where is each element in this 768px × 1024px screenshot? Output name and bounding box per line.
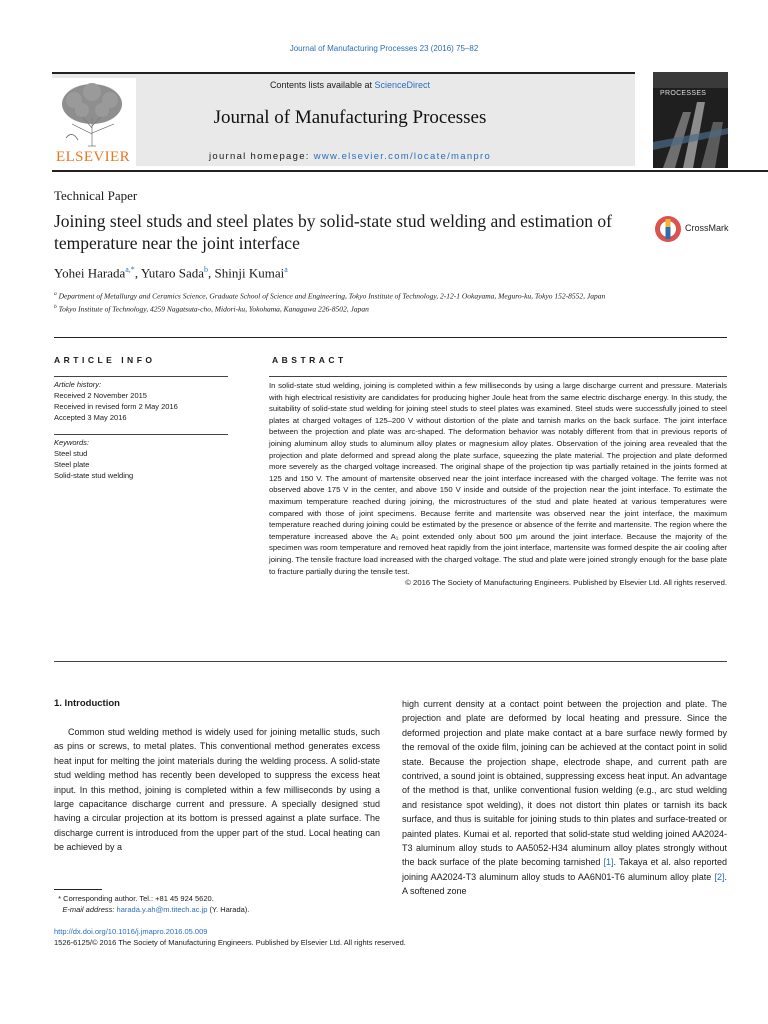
journal-reference[interactable]: Journal of Manufacturing Processes 23 (2016) 75–82: [289, 44, 479, 53]
footnote-rule: [54, 889, 102, 890]
citation-link[interactable]: [2]: [714, 871, 725, 882]
homepage-prefix: journal homepage:: [208, 151, 310, 162]
doi-link[interactable]: http://dx.doi.org/10.1016/j.jmapro.2016.05.009: [54, 927, 208, 936]
journal-cover-thumbnail[interactable]: [653, 72, 728, 168]
homepage-link[interactable]: www.elsevier.com/locate/manpro: [313, 151, 492, 162]
abstract-rule: [269, 376, 727, 377]
accepted-date: Accepted 3 May 2016: [54, 413, 127, 422]
article-title: Joining steel studs and steel plates by solid-state stud welding and estimation of temperature near the joint interface: [54, 211, 612, 253]
author-name: Yutaro Sada: [140, 265, 205, 281]
keywords-rule: [54, 434, 228, 435]
elsevier-logo: [52, 78, 136, 166]
paragraph: . Takaya et al. also reported joining AA2024-T3 aluminum alloy studs to AA6N01-T6 aluminum alloy plate: [402, 857, 727, 882]
author-affiliation-marker[interactable]: b: [204, 265, 209, 274]
cover-title: PROCESSES: [660, 90, 707, 97]
author-name: Yohei Harada: [54, 265, 126, 281]
article-info-rule: [54, 376, 228, 377]
revised-date: Received in revised form 2 May 2016: [54, 402, 178, 411]
abstract-body: [269, 380, 727, 589]
body-column-left: [54, 725, 380, 855]
paragraph: Common stud welding method is widely used for joining metallic studs, such as pins or screws, to metal plates. This conventional method generates excess heat input for melting the joint materials during the welding process. A solid-state stud welding method has recently been developed to suppress the excess heat input. In this method, joining is completed within a few milliseconds by using a large capacitance discharge current and pressure. A specially designed stud having a circular projection at its bottom is pressed against a plate surface. The discharge current is introduced from the upper part of the stud. Local heating can be achieved by a: [54, 727, 380, 853]
crossmark-badge[interactable]: [653, 214, 733, 244]
contents-prefix: Contents lists available at: [269, 80, 372, 90]
corresponding-text: Corresponding author. Tel.: +81 45 924 5620.: [63, 894, 214, 903]
affiliations: [54, 289, 654, 314]
corresponding-author: * Corresponding author. Tel.: +81 45 924 5620.: [54, 894, 214, 903]
header-rule-bottom: [52, 170, 768, 172]
elsevier-wordmark: ELSEVIER: [56, 149, 131, 165]
email-link[interactable]: harada.y.ah@m.titech.ac.jp: [116, 905, 208, 914]
cover-art-icon: [653, 72, 728, 168]
keyword-item: Steel stud: [54, 449, 88, 458]
body-column-right: [402, 697, 727, 899]
affiliation-marker: b: [54, 303, 57, 310]
paragraph: . A softened zone: [402, 871, 727, 897]
author-list: Yohei Harada$^{a,*}$, Yutaro Sada$^b$, Shinji Kumai$^a$: [54, 265, 288, 281]
history-label: Article history:: [54, 380, 102, 389]
elsevier-tree-icon: [52, 78, 136, 148]
section-heading-introduction: 1. Introduction: [54, 698, 120, 709]
keywords-label: Keywords:: [54, 438, 90, 447]
crossmark-label: CrossMark: [685, 223, 729, 233]
email-suffix: (Y. Harada).: [209, 905, 250, 914]
affiliation-text: Department of Metallurgy and Ceramics Science, Graduate School of Science and Engineering, Tokyo Institute of Technology, 2-12-1 Ookayama, Meguro-ku, Tokyo 152-8552, Japan: [58, 291, 606, 301]
crossmark-icon: [653, 214, 683, 244]
abstract-copyright: © 2016 The Society of Manufacturing Engineers. Published by Elsevier Ltd. All rights reserved.: [405, 578, 727, 588]
article-history: [54, 379, 229, 423]
email-line: [54, 904, 384, 915]
journal-title: Journal of Manufacturing Processes: [213, 107, 487, 128]
abstract-bottom-rule: [54, 661, 727, 662]
author-affiliation-marker[interactable]: a,*: [125, 265, 135, 274]
paragraph: high current density at a contact point between the projection and plate. The projection and plate are deformed by local heating and pressure. Since the deformed projection and plate make contact at a bare surface newly formed by the removal of the oxide film, joining can be achieved at the contact point in solid state. Because the projection shape, electrode shape, and current path are contrived, a sound joint is obtained, suppressing excess heat input. An advantage of the method is that, unlike conventional fusion welding (e.g., arc stud welding and resistance spot welding), it does not distort thin plates or tarnish its back surface, and thus is suitable for joining studs to thin plates and surface-treated or painted plates. Kumai et al. reported that solid-state stud welding joined AA2024-T3 aluminum alloy studs to AA5052-H34 aluminum alloy plates strongly without the back surface of the plate becoming tarnished: [402, 699, 727, 868]
received-date: Received 2 November 2015: [54, 391, 147, 400]
affiliation-item: [54, 289, 654, 302]
keyword-item: Solid-state stud welding: [54, 471, 134, 480]
affiliation-text: Tokyo Institute of Technology, 4259 Nagatsuta-cho, Midori-ku, Yokohama, Kanagawa 226-8502, Japan: [58, 304, 369, 313]
citation-link[interactable]: [1]: [603, 857, 614, 868]
footnote: [54, 893, 384, 915]
abstract-text: In solid-state stud welding, joining is completed within a few milliseconds by using a large discharge current and pressure. Materials with high electrical resistivity are candidates for producing higher Joule heat from the same electric discharge energy. In this study, the suitability of solid-state stud welding for joining steel studs to steel plates was examined. Steel studs were successfully joined to steel plates at charged voltages of 125–200 V without distortion of the plate and tarnish marks on the back surface. The joint interface between the projection and plate was arc-shaped. The deformation behavior was notably different from that in previous reports of joining aluminum alloy studs to aluminum alloy plates or magnesium alloy plates. Observation of the joining area revealed that the projection and plate deformed and spread along the plate surface, squeezing the plate material. The projection and plate deformed more severely as the charged voltage increased. The original shape of the projection tip was partially retained in the joints formed at 125 and 150 V. The amount of martensite observed near the joint interface increased with the charged voltage. The ferrite was not observed above 175 V in the center, and above 150 V inside and outside of the projection near the joint interface. To estimate the maximum temperature reached during joining, the microstructures of the stud and plate heated at various temperatures were compared with those of joint specimens. Because ferrite and martensite was observed near the joint interface, the maximum temperature reached during joining could be estimated by the presence or absence of the ferrite and martensite. The region where the temperature increased above the A₁ point extended only about 500 μm around the joint interface. Because the majority of the specimen was room temperature and removed heat rapidly from the joint interface, martensite was formed despite the air cooling after joining. The tensile fracture load increased with the charged voltage. The stud and plate were joined strongly enough for the base plate to fracture partially during the tensile test.: [269, 381, 727, 576]
journal-homepage: [140, 151, 560, 162]
affiliation-item: [54, 302, 654, 315]
issn-copyright: 1526-6125/© 2016 The Society of Manufacturing Engineers. Published by Elsevier Ltd. All rights reserved.: [54, 938, 406, 947]
contents-line: [140, 80, 560, 90]
article-type: Technical Paper: [54, 188, 138, 203]
affiliation-marker: a: [54, 291, 57, 297]
email-label: E-mail address:: [62, 905, 115, 914]
abstract-heading: ABSTRACT: [272, 355, 347, 365]
sciencedirect-link[interactable]: ScienceDirect: [374, 80, 431, 90]
article-info-heading: ARTICLE INFO: [54, 355, 156, 365]
author-name: Shinji Kumai: [214, 265, 285, 281]
keyword-item: Steel plate: [54, 460, 90, 469]
title-rule: [54, 337, 727, 338]
keywords: [54, 437, 229, 481]
author-affiliation-marker[interactable]: a: [284, 265, 288, 274]
